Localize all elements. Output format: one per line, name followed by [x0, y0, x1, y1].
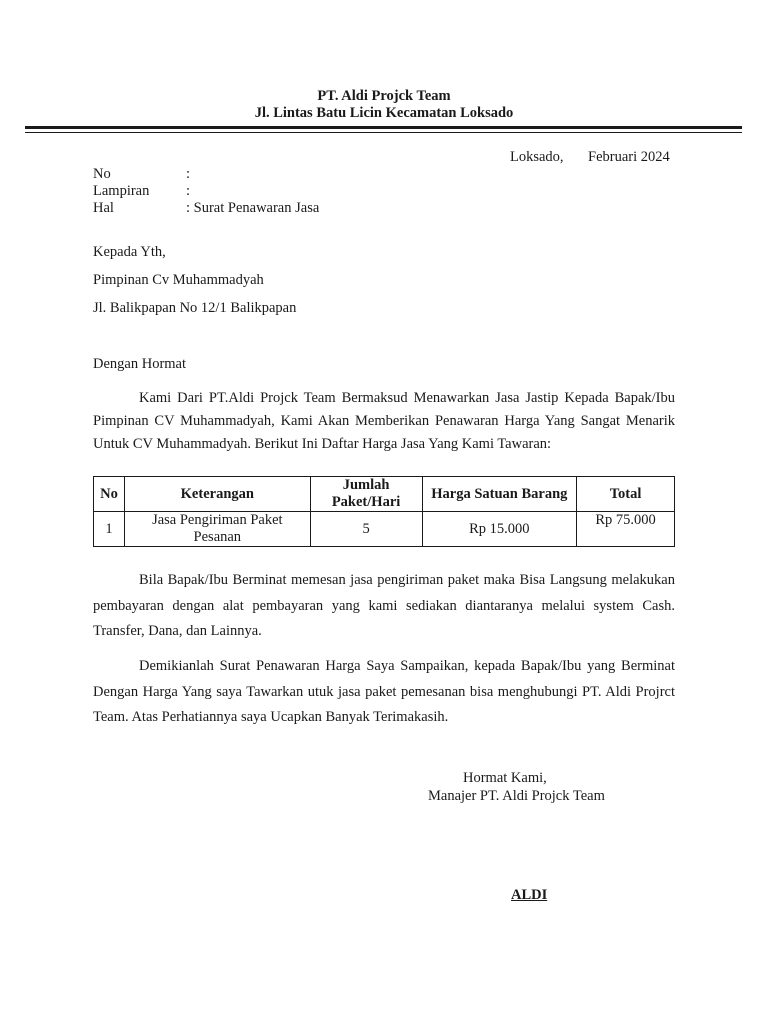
closing-regards: Hormat Kami,: [463, 770, 547, 786]
place-label: Loksado,: [510, 149, 564, 165]
company-name: PT. Aldi Projck Team: [317, 88, 451, 104]
meta-label-hal: Hal: [93, 200, 114, 216]
meta-value-no: :: [186, 166, 191, 182]
table-header-no: No: [94, 477, 125, 512]
letterhead-rule-thin: [25, 132, 742, 133]
signer-name: ALDI: [511, 887, 548, 903]
company-address: Jl. Lintas Batu Licin Kecamatan Loksado: [254, 105, 514, 121]
meta-value-hal: : Surat Penawaran Jasa: [186, 200, 320, 216]
recipient-greeting: Kepada Yth,: [93, 244, 166, 260]
table-cell-keterangan: Jasa Pengiriman Paket Pesanan: [124, 512, 310, 547]
letter-date: Februari 2024: [588, 149, 670, 165]
table-cell-harga: Rp 15.000: [422, 512, 577, 547]
table-header-total: Total: [577, 477, 675, 512]
table-header-harga: Harga Satuan Barang: [422, 477, 577, 512]
salutation: Dengan Hormat: [93, 356, 187, 372]
body-paragraph-payment: Bila Bapak/Ibu Berminat memesan jasa pengiriman paket maka Bisa Langsung melakukan pembayaran dengan alat pembayaran yang kami sediakan diantaranya melalui system Cash. Transfer, Dana, dan Lainnya.: [93, 572, 675, 639]
closing-position: Manajer PT. Aldi Projck Team: [428, 788, 605, 804]
table-header-row: [94, 477, 675, 512]
meta-label-lampiran: Lampiran: [93, 183, 150, 199]
recipient-name: Pimpinan Cv Muhammadyah: [93, 272, 264, 288]
letterhead-rule-thick: [25, 126, 742, 129]
meta-value-lampiran: :: [186, 183, 191, 199]
table-header-jumlah: Jumlah Paket/Hari: [310, 477, 422, 512]
body-paragraph-intro: Kami Dari PT.Aldi Projck Team Bermaksud Menawarkan Jasa Jastip Kepada Bapak/Ibu Pimpinan CV Muhammadyah, Kami Akan Memberikan Penawaran Harga Yang Sangat Menarik Untuk CV Muhammadyah. Berikut Ini Daftar Harga Jasa Yang Kami Tawaran:: [93, 390, 675, 452]
body-paragraph-closing: Demikianlah Surat Penawaran Harga Saya Sampaikan, kepada Bapak/Ibu yang Berminat Dengan Harga Yang saya Tawarkan utuk jasa paket pemesanan bisa menghubungi PT. Aldi Projrct Team. Atas Perhatiannya saya Ucapkan Banyak Terimakasih.: [93, 658, 675, 725]
meta-label-no: No: [93, 166, 111, 182]
recipient-address: Jl. Balikpapan No 12/1 Balikpapan: [93, 300, 297, 316]
table-cell-jumlah: 5: [310, 512, 422, 547]
table-cell-total: Rp 75.000: [577, 512, 675, 547]
table-header-keterangan: Keterangan: [124, 477, 310, 512]
table-row: [94, 512, 675, 547]
table-cell-no: 1: [94, 512, 125, 547]
price-table: [93, 476, 675, 547]
